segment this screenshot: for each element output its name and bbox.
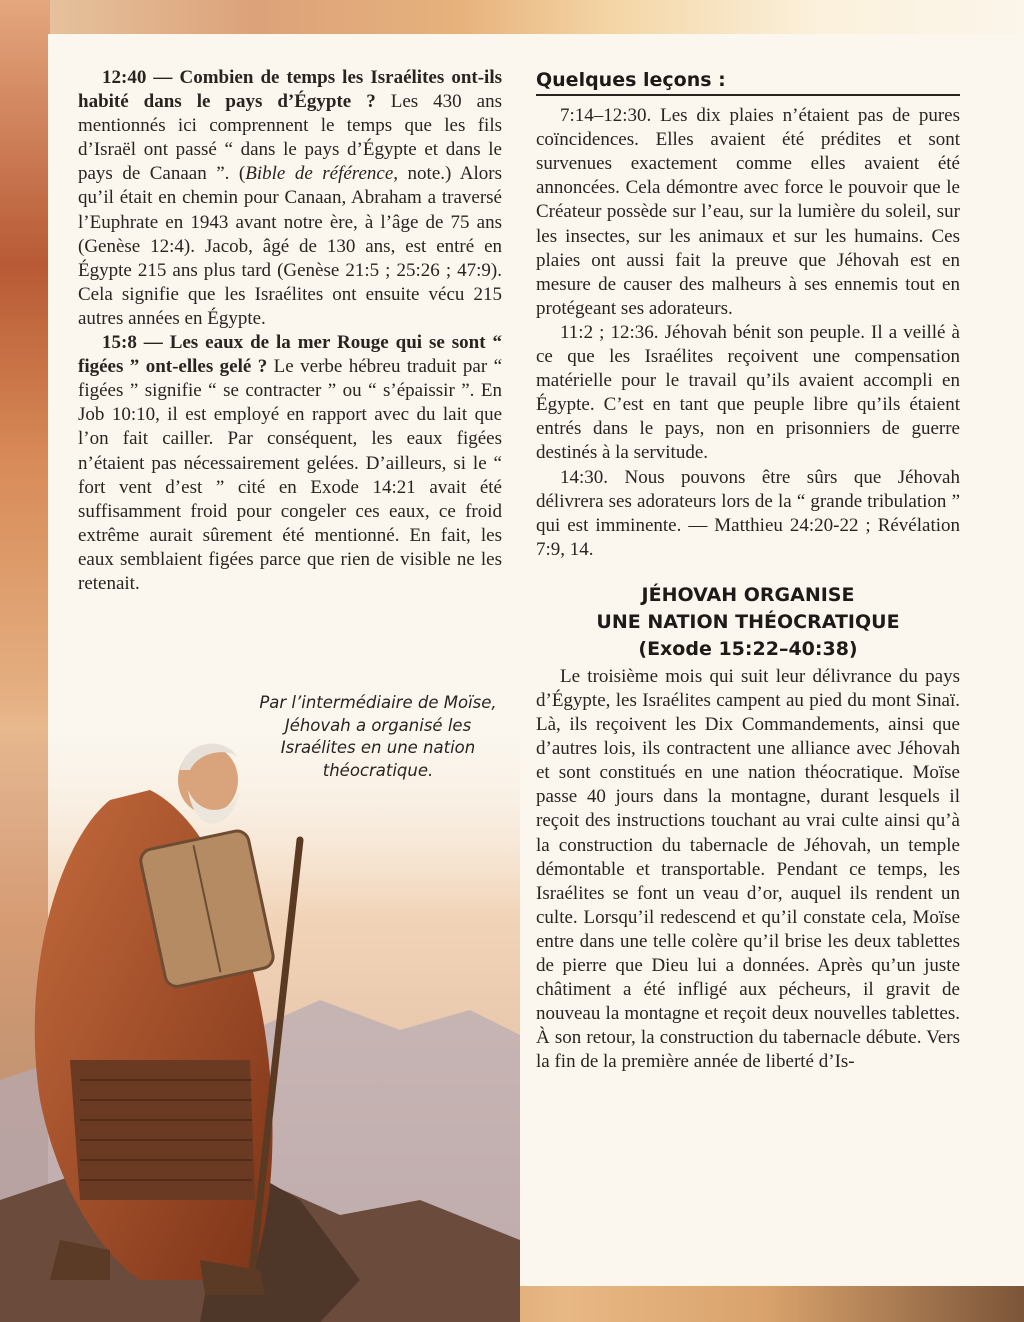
lesson-reference: 14:30. xyxy=(560,466,609,488)
lesson-reference: 7:14–12:30. xyxy=(560,105,652,127)
lessons-section-title: Quelques leçons : xyxy=(536,68,960,96)
question-paragraph-15-8 xyxy=(78,331,502,596)
question-paragraph-12-40 xyxy=(78,66,502,331)
left-text-column xyxy=(78,66,502,596)
lesson-reference: 11:2 ; 12:36. xyxy=(560,321,659,343)
right-text-column xyxy=(536,68,960,1074)
source-citation: Bible de référence, xyxy=(245,163,399,185)
answer-text: note.) Alors qu’il était en chemin pour Canaan, Abraham a traversé l’Euphrate en 1943 avant notre ère, à l’âge de 75 ans (Genèse 12:4). Jacob, âgé de 130 ans, est entré en Égypte 215 ans plus tard (Genèse 21:5 ; 25:26 ; 47:9). Cela signifie que les Israélites ont ensuite vécu 215 autres années en Égypte. xyxy=(78,163,503,329)
question-heading: 12:40 — Combien de temps les Israélites ont-ils habité dans le pays d’Égypte ? xyxy=(78,67,502,113)
lesson-paragraph xyxy=(536,104,960,321)
section-heading-line: JÉHOVAH ORGANISE xyxy=(641,583,855,606)
lesson-text: Nous pouvons être sûrs que Jéhovah délivrera ses adorateurs lors de la “ grande tribulation ” qui est imminente. — Matthieu 24:20-22 ; Révélation 7:9, 14. xyxy=(536,466,960,560)
lesson-paragraph xyxy=(536,466,960,562)
answer-text: Le verbe hébreu traduit par “ figées ” signifie “ se contracter ” ou “ s’épaissir ”. En Job 10:10, il est employé en rapport avec du lait que l’on fait cailler. Par conséquent, les eaux figées n’étaient pas nécessairement gelées. D’ailleurs, si le “ fort vent d’est ” cité en Exode 14:21 avait été suffisamment froid pour congeler ces eaux, ce froid extrême aurait sûrement été mentionné. En fait, les eaux semblaient figées parce que rien de visible ne les retenait. xyxy=(78,356,502,594)
question-heading: 15:8 — Les eaux de la mer Rouge qui se sont “ figées ” ont-elles gelé ? xyxy=(78,332,502,378)
lesson-text: Jéhovah bénit son peuple. Il a veillé à ce que les Israélites reçoivent une compensation matérielle pour le travail qu’ils avaient accompli en Égypte. C’est en tant que peuple libre qu’ils étaient entrés dans le pays, non en prisonniers de guerre destinés à la servitude. xyxy=(536,321,960,464)
illustration-caption: Par l’intermédiaire de Moïse, Jéhovah a organisé les Israélites en une nation théocratique. xyxy=(259,693,497,780)
lesson-text: Les dix plaies n’étaient pas de pures coïncidences. Elles avaient été prédites et sont survenues exactement comme elles avaient été annoncées. Cela démontre avec force le pouvoir que le Créateur possède sur l’eau, sur la lumière du soleil, sur les insectes, sur les animaux et sur les humains. Ces plaies ont aussi fait la preuve que Jéhovah est en mesure de causer des malheurs à ses ennemis tout en protégeant ses adorateurs. xyxy=(536,105,960,319)
body-paragraph: Le troisième mois qui suit leur délivrance du pays d’Égypte, les Israélites campent au pied du mont Sinaï. Là, ils reçoivent les Dix Commandements, ainsi que d’autres lois, ils contractent une alliance avec Jéhovah et sont constitués en une nation théocratique. Moïse passe 40 jours dans la montagne, durant lesquels il reçoit des instructions touchant au vrai culte ainsi qu’à la construction du tabernacle de Jéhovah, un temple démontable et transportable. Pendant ce temps, les Israélites se font un veau d’or, auquel ils rendent un culte. Lorsqu’il redescend et qu’il constate cela, Moïse entre dans une telle colère qu’il brise les deux tablettes de pierre que Dieu lui a données. Après qu’un juste châtiment a été infligé aux pécheurs, il gravit de nouveau la montagne et reçoit deux nouvelles tablettes. À son retour, la construction du tabernacle débute. Vers la fin de la première année de liberté d’Is- xyxy=(536,665,960,1073)
lesson-paragraph xyxy=(536,321,960,466)
section-heading xyxy=(536,582,960,663)
section-heading-line: UNE NATION THÉOCRATIQUE xyxy=(596,610,900,633)
section-heading-reference: (Exode 15:22–40:38) xyxy=(638,637,858,660)
answer-text: Les 430 ans mentionnés ici comprennent le temps que les fils d’Israël ont passé “ dans le pays d’Égypte et dans le pays de Canaan ”. ( xyxy=(78,91,502,185)
